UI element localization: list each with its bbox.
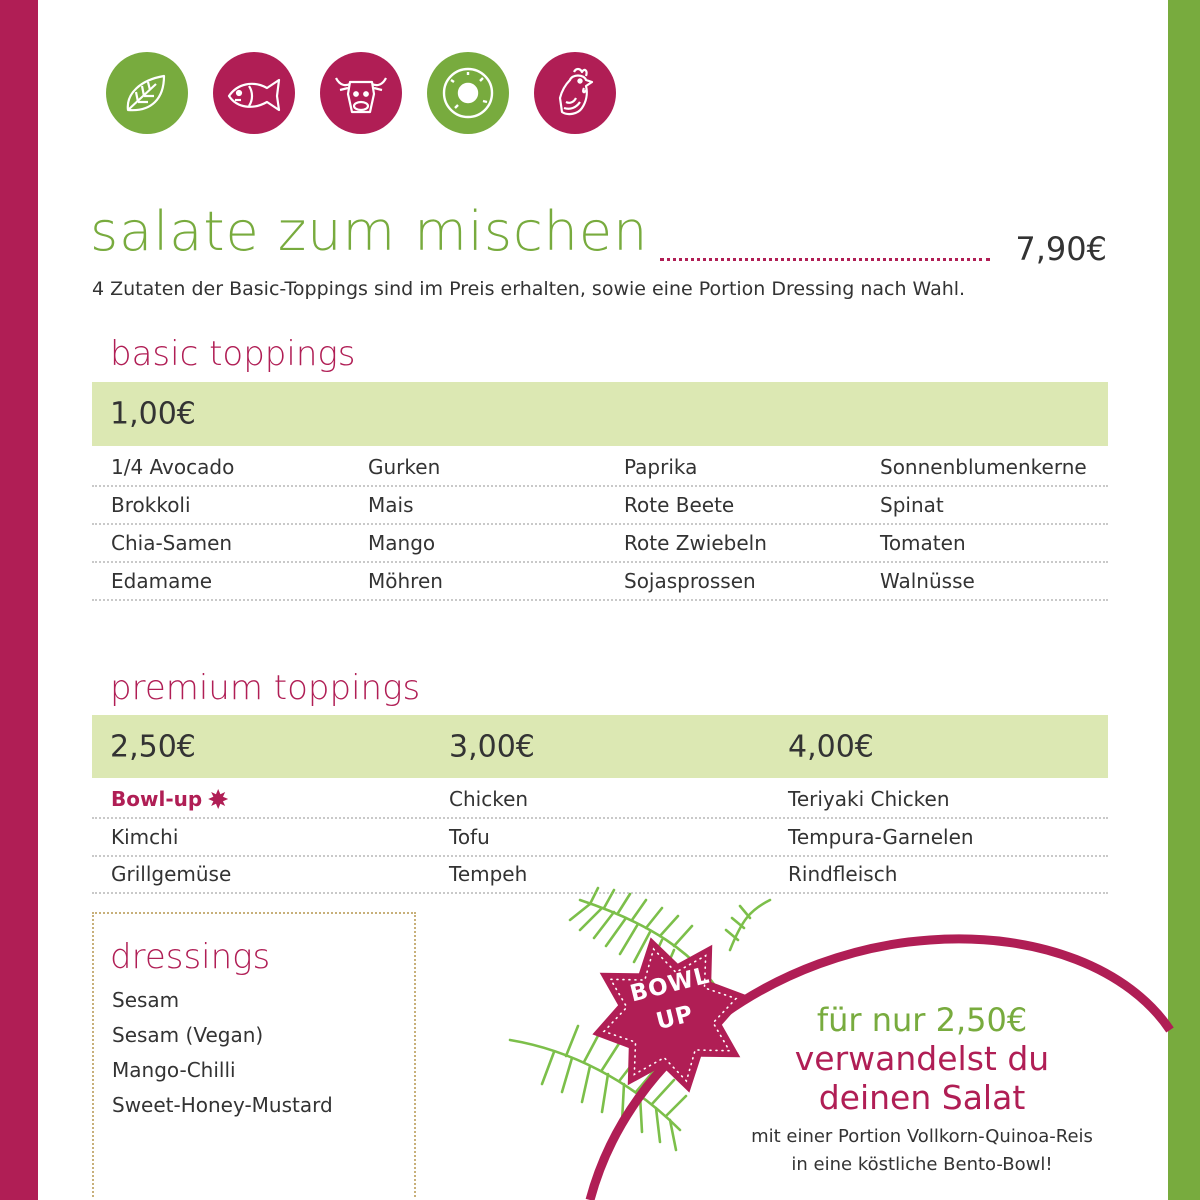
topping-item: Gurken <box>368 455 441 479</box>
topping-item: Paprika <box>624 455 698 479</box>
dressings-title: dressings <box>110 937 271 977</box>
topping-item: Rote Beete <box>624 493 735 517</box>
basic-toppings-title: basic toppings <box>110 334 356 374</box>
page-subtitle: 4 Zutaten der Basic-Toppings sind im Preis erhalten, sowie eine Portion Dressing nach Wahl. <box>92 278 966 300</box>
topping-item: Spinat <box>880 493 944 517</box>
topping-item: Kimchi <box>111 825 179 849</box>
dressing-item: Sweet-Honey-Mustard <box>112 1093 333 1117</box>
topping-item: Teriyaki Chicken <box>788 787 950 811</box>
table-row <box>92 780 1108 819</box>
topping-item: Brokkoli <box>111 493 191 517</box>
fish-icon <box>213 52 295 134</box>
promo-headline: verwandelst du <box>794 1039 1050 1078</box>
promo-headline: für nur 2,50€ <box>816 1001 1028 1039</box>
topping-item: Chicken <box>449 787 529 811</box>
promo-description: in eine köstliche Bento-Bowl! <box>791 1154 1053 1175</box>
premium-price: 2,50€ <box>110 729 196 764</box>
table-row <box>92 562 1108 601</box>
table-row <box>92 524 1108 563</box>
dressing-item: Mango-Chilli <box>112 1058 236 1082</box>
premium-price-band <box>92 715 1108 778</box>
donut-icon <box>427 52 509 134</box>
dressing-item: Sesam (Vegan) <box>112 1023 264 1047</box>
topping-item: Sonnenblumenkerne <box>880 455 1087 479</box>
topping-item: Tempeh <box>449 862 528 886</box>
topping-item: Mango <box>368 531 436 555</box>
diet-icons <box>106 52 616 134</box>
topping-item: Rindfleisch <box>788 862 898 886</box>
topping-item: Chia-Samen <box>111 531 233 555</box>
bull-icon <box>320 52 402 134</box>
topping-item: Sojasprossen <box>624 569 756 593</box>
rooster-icon <box>534 52 616 134</box>
page-title: salate zum mischen <box>90 200 649 263</box>
table-row <box>92 486 1108 525</box>
topping-item: Grillgemüse <box>111 862 232 886</box>
topping-item: Tomaten <box>880 531 966 555</box>
promo-description: mit einer Portion Vollkorn-Quinoa-Reis <box>751 1126 1093 1147</box>
premium-price: 4,00€ <box>788 729 874 764</box>
topping-item: Edamame <box>111 569 213 593</box>
table-row <box>92 448 1108 487</box>
price-leader-dots <box>660 258 990 261</box>
badge-text: BOWL <box>627 962 713 1008</box>
main-price: 7,90€ <box>1015 230 1107 268</box>
basic-price-band <box>92 382 1108 446</box>
topping-item: Mais <box>368 493 414 517</box>
bowl-up-item <box>111 787 228 811</box>
bowl-up-label: Bowl-up <box>111 787 203 811</box>
star-badge-icon <box>208 789 228 809</box>
topping-item: Tofu <box>449 825 490 849</box>
topping-item: Rote Zwiebeln <box>624 531 767 555</box>
table-row <box>92 818 1108 857</box>
basic-price: 1,00€ <box>110 396 196 432</box>
promo-headline: deinen Salat <box>818 1078 1026 1117</box>
badge-text: UP <box>653 1000 697 1036</box>
premium-price: 3,00€ <box>449 729 535 764</box>
left-accent-bar <box>0 0 38 1200</box>
premium-toppings-title: premium toppings <box>110 668 421 708</box>
topping-item: Möhren <box>368 569 443 593</box>
topping-item: 1/4 Avocado <box>111 455 235 479</box>
leaf-icon <box>106 52 188 134</box>
topping-item: Tempura-Garnelen <box>788 825 974 849</box>
topping-item: Walnüsse <box>880 569 975 593</box>
dressing-item: Sesam <box>112 988 180 1012</box>
